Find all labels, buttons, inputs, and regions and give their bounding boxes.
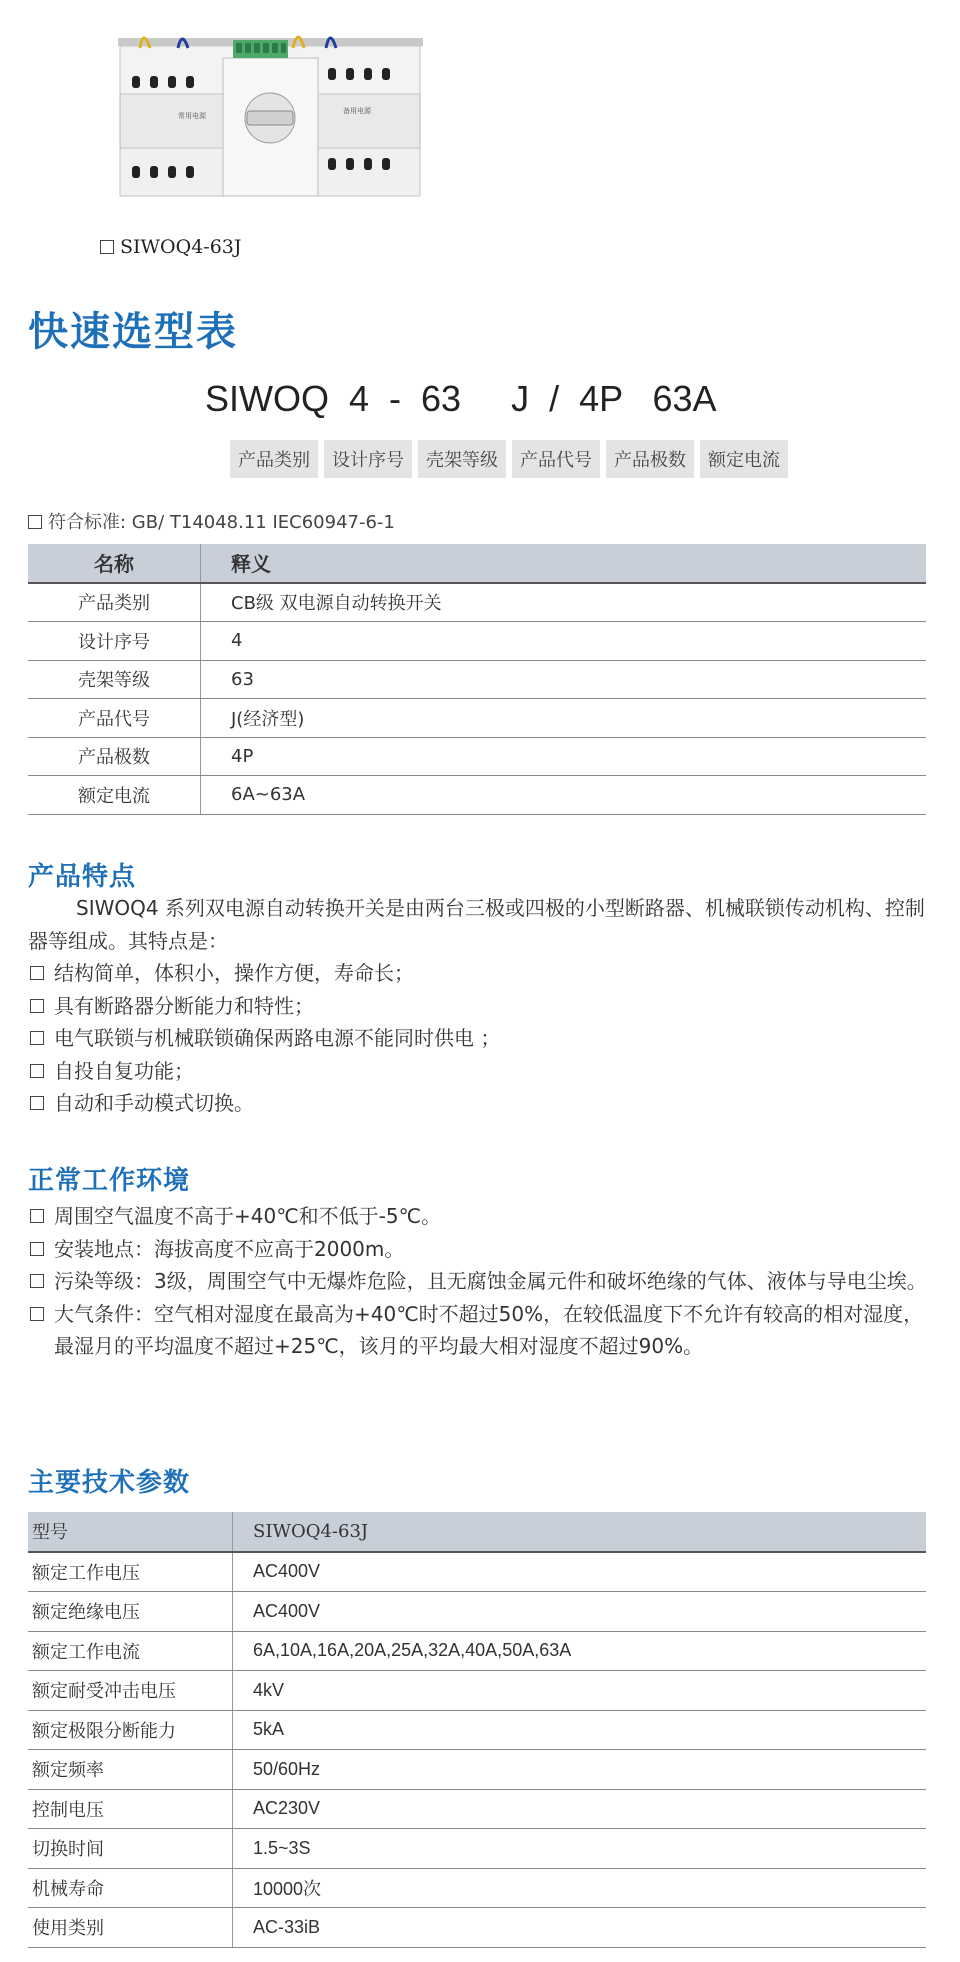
checkbox-square-icon	[28, 515, 42, 529]
table-cell: 机械寿命	[28, 1868, 233, 1908]
svg-text:备用电源: 备用电源	[343, 107, 371, 115]
checkbox-square-icon	[30, 1064, 44, 1078]
table-cell: 额定工作电流	[28, 1631, 233, 1671]
table-cell: 额定频率	[28, 1750, 233, 1790]
model-code: SIWOQ 4 - 63 J / 4P 63A	[205, 378, 717, 419]
list-item: 自投自复功能；	[28, 1055, 928, 1088]
table-row	[28, 1631, 926, 1671]
table-cell: 额定耐受冲击电压	[28, 1671, 233, 1711]
table-row	[28, 1868, 926, 1908]
standard-line: 符合标准: GB/ T14048.11 IEC60947-6-1	[28, 508, 395, 534]
product-image	[118, 18, 423, 203]
list-item: 周围空气温度不高于+40℃和不低于-5℃。	[28, 1200, 928, 1233]
code-label: 壳架等级	[418, 440, 506, 478]
list-item: 自动和手动模式切换。	[28, 1087, 928, 1120]
table-cell: 额定工作电压	[28, 1552, 233, 1592]
checkbox-square-icon	[30, 1274, 44, 1288]
table-header-cell: 释义	[201, 544, 927, 583]
code-label: 产品类别	[230, 440, 318, 478]
table-cell: 4kV	[233, 1671, 927, 1711]
table-row	[28, 1750, 926, 1790]
table-header-row	[28, 1512, 926, 1552]
table-cell: 5kA	[233, 1710, 927, 1750]
table-cell: 1.5~3S	[233, 1829, 927, 1869]
features-body	[28, 892, 928, 1120]
table-row	[28, 622, 926, 661]
table-cell: 产品极数	[28, 737, 201, 776]
list-item: 结构简单，体积小，操作方便，寿命长；	[28, 957, 928, 990]
table-cell: 产品代号	[28, 699, 201, 738]
table-header-cell: 名称	[28, 544, 201, 583]
table-cell: AC-33iB	[233, 1908, 927, 1948]
table-cell: 切换时间	[28, 1829, 233, 1869]
checkbox-square-icon	[30, 1096, 44, 1110]
table-header-cell: SIWOQ4-63J	[233, 1512, 927, 1552]
table-row	[28, 1671, 926, 1711]
table-row	[28, 699, 926, 738]
section-title-features: 产品特点	[28, 862, 137, 892]
checkbox-square-icon	[100, 240, 114, 254]
table-cell: 使用类别	[28, 1908, 233, 1948]
table-cell: 4	[201, 622, 927, 661]
table-row	[28, 1710, 926, 1750]
list-item: 电气联锁与机械联锁确保两路电源不能同时供电 ；	[28, 1022, 928, 1055]
checkbox-square-icon	[30, 1031, 44, 1045]
model-code-labels	[230, 440, 788, 478]
checkbox-square-icon	[30, 1209, 44, 1223]
code-label: 产品极数	[606, 440, 694, 478]
table-cell: 额定电流	[28, 776, 201, 815]
table-cell: AC230V	[233, 1789, 927, 1829]
section-title-tech: 主要技术参数	[28, 1468, 191, 1498]
environment-body	[28, 1200, 928, 1363]
table-cell: 10000次	[233, 1868, 927, 1908]
checkbox-square-icon	[30, 966, 44, 980]
table-row	[28, 1829, 926, 1869]
table-cell: 控制电压	[28, 1789, 233, 1829]
table-header-cell: 型号	[28, 1512, 233, 1552]
table-cell: AC400V	[233, 1592, 927, 1632]
svg-text:常用电源: 常用电源	[178, 112, 206, 120]
table-row	[28, 1592, 926, 1632]
table-row	[28, 776, 926, 815]
table-cell: CB级 双电源自动转换开关	[201, 583, 927, 622]
selection-table	[28, 544, 926, 815]
table-cell: 4P	[201, 737, 927, 776]
table-cell: AC400V	[233, 1552, 927, 1592]
tech-table	[28, 1512, 926, 1948]
table-row	[28, 660, 926, 699]
table-cell: J(经济型)	[201, 699, 927, 738]
code-label: 设计序号	[324, 440, 412, 478]
table-row	[28, 583, 926, 622]
table-cell: 产品类别	[28, 583, 201, 622]
table-cell: 50/60Hz	[233, 1750, 927, 1790]
table-cell: 设计序号	[28, 622, 201, 661]
section-title-environment: 正常工作环境	[28, 1166, 191, 1196]
table-row	[28, 1789, 926, 1829]
table-cell: 额定极限分断能力	[28, 1710, 233, 1750]
list-item: 大气条件：空气相对湿度在最高为+40℃时不超过50%，在较低温度下不允许有较高的相对湿度，最湿月的平均温度不超过+25℃，该月的平均最大相对湿度不超过90%。	[28, 1298, 928, 1363]
checkbox-square-icon	[30, 1242, 44, 1256]
table-cell: 6A~63A	[201, 776, 927, 815]
features-intro: SIWOQ4 系列双电源自动转换开关是由两台三极或四极的小型断路器、机械联锁传动机构、控制器等组成。其特点是：	[28, 896, 925, 953]
table-cell: 63	[201, 660, 927, 699]
checkbox-square-icon	[30, 1307, 44, 1321]
list-item: 安装地点：海拔高度不应高于2000m。	[28, 1233, 928, 1266]
table-row	[28, 1908, 926, 1948]
table-cell: 壳架等级	[28, 660, 201, 699]
list-item: 污染等级：3级，周围空气中无爆炸危险，且无腐蚀金属元件和破坏绝缘的气体、液体与导电尘埃。	[28, 1265, 928, 1298]
table-cell: 额定绝缘电压	[28, 1592, 233, 1632]
list-item: 具有断路器分断能力和特性；	[28, 990, 928, 1023]
table-row	[28, 1552, 926, 1592]
product-caption: SIWOQ4-63J	[100, 236, 242, 258]
table-header-row	[28, 544, 926, 583]
table-cell: 6A,10A,16A,20A,25A,32A,40A,50A,63A	[233, 1631, 927, 1671]
section-title-quick-selection: 快速选型表	[28, 309, 238, 355]
code-label: 额定电流	[700, 440, 788, 478]
checkbox-square-icon	[30, 999, 44, 1013]
code-label: 产品代号	[512, 440, 600, 478]
table-row	[28, 737, 926, 776]
